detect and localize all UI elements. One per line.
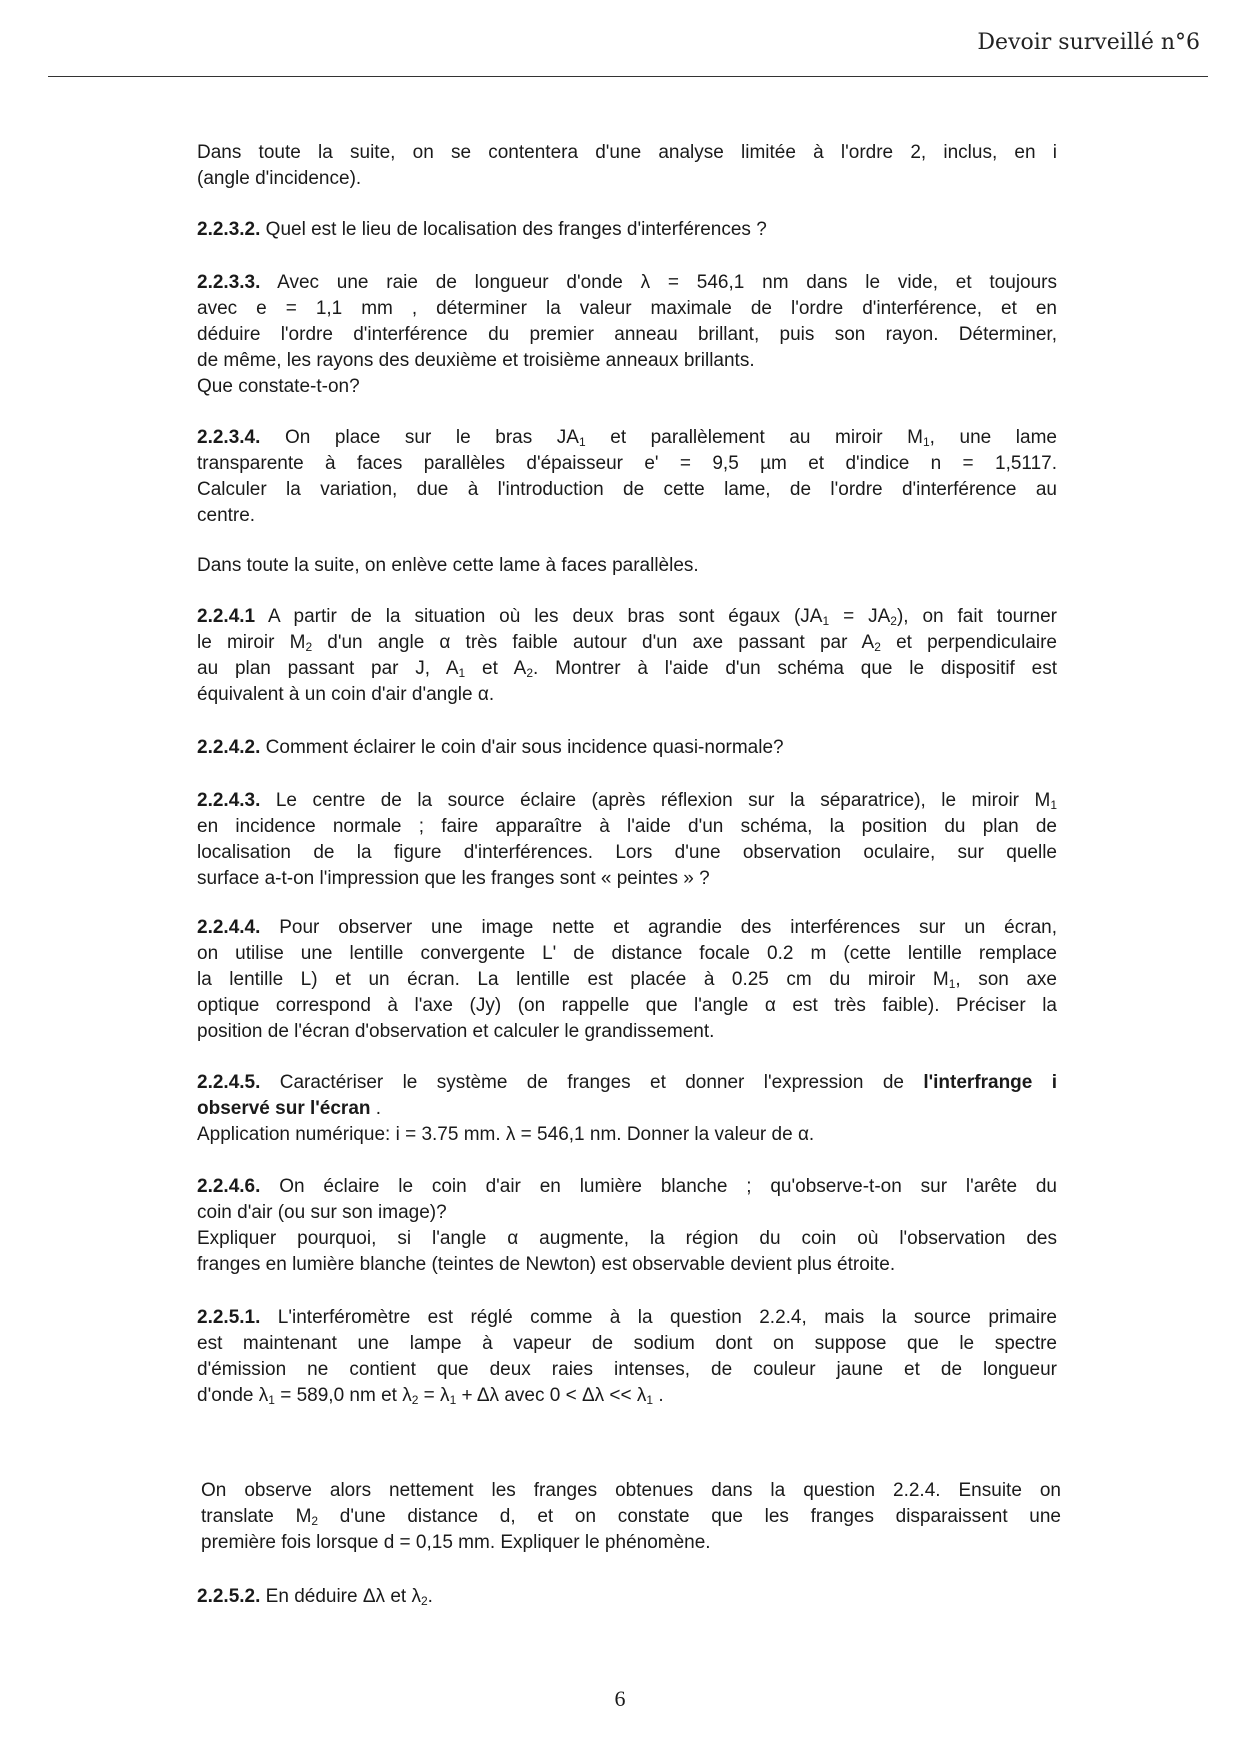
text-line (201, 1530, 1061, 1556)
bold-text: 2.2.5.2. (197, 1586, 261, 1607)
text-run: Que constate-t-on? (197, 376, 360, 397)
text-run: Application numérique: i = 3.75 mm. λ = 546,1 nm. Donner la valeur de α. (197, 1124, 815, 1145)
text-run: première fois lorsque d = 0,15 mm. Expliquer le phénomène. (201, 1532, 711, 1553)
text-line (197, 840, 1057, 866)
text-line (197, 604, 1057, 630)
bold-text: 2.2.4.2. (197, 737, 261, 758)
bold-text: 2.2.3.4. (197, 427, 261, 448)
text-line (197, 553, 1057, 579)
text-line (197, 1070, 1057, 1096)
text-run: et A (465, 658, 527, 679)
text-line (197, 993, 1057, 1019)
subscript: 2 (411, 1393, 419, 1407)
subscript: 1 (268, 1393, 275, 1407)
text-line (197, 1357, 1057, 1383)
text-run: transparente à faces parallèles d'épaisseur e' = 9,5 µm et d'indice n = 1,5117. (197, 453, 1057, 474)
text-run: Dans toute la suite, on se contentera d'une analyse limitée à l'ordre 2, inclus, en i (197, 142, 1057, 163)
text-run: = JA (829, 606, 891, 627)
paragraph-remove-plate (197, 553, 1057, 579)
text-run: , une lame (929, 427, 1057, 448)
text-run: Comment éclairer le coin d'air sous incidence quasi-normale? (260, 737, 784, 758)
text-run: Pour observer une image nette et agrandie des interférences sur un écran, (260, 917, 1057, 938)
text-run: On éclaire le coin d'air en lumière blanche ; qu'observe-t-on sur l'arête du (260, 1176, 1057, 1197)
subscript: 2 (305, 640, 313, 654)
text-line (197, 166, 1057, 192)
text-run: (angle d'incidence). (197, 168, 362, 189)
text-run: optique correspond à l'axe (Jy) (on rappelle que l'angle α est très faible). Préciser la (197, 995, 1057, 1016)
text-run: le miroir M (197, 632, 306, 653)
text-line (197, 322, 1057, 348)
text-line (197, 1584, 1057, 1610)
text-line (197, 296, 1057, 322)
subscript: 2 (420, 1594, 428, 1608)
subscript: 1 (578, 435, 586, 449)
bold-text: 2.2.4.5. (197, 1072, 261, 1093)
text-run: centre. (197, 505, 256, 526)
question-2-2-3-2 (197, 217, 1057, 243)
bold-text: observé sur l'écran (197, 1098, 371, 1119)
text-run: Dans toute la suite, on enlève cette lame à faces parallèles. (197, 555, 699, 576)
text-line (197, 1252, 1057, 1278)
text-run: L'interféromètre est réglé comme à la question 2.2.4, mais la source primaire (260, 1307, 1057, 1328)
text-run: d'onde λ (197, 1385, 269, 1406)
text-run: déduire l'ordre d'interférence du premier anneau brillant, puis son rayon. Déterminer, (197, 324, 1057, 345)
bold-text: 2.2.4.4. (197, 917, 261, 938)
text-run: et perpendiculaire (880, 632, 1058, 653)
text-line (197, 270, 1057, 296)
bold-text: 2.2.4.3. (197, 790, 261, 811)
text-line (197, 348, 1057, 374)
subscript: 1 (948, 977, 956, 991)
text-run: , son axe (955, 969, 1057, 990)
question-2-2-4-5 (197, 1070, 1057, 1148)
text-line (197, 630, 1057, 656)
text-run: localisation de la figure d'interférences. Lors d'une observation oculaire, sur quelle (197, 842, 1057, 863)
subscript: 1 (458, 666, 466, 680)
text-line (197, 915, 1057, 941)
paragraph-observation (201, 1478, 1061, 1556)
text-run: surface a-t-on l'impression que les franges sont « peintes » ? (197, 868, 710, 889)
text-run: Caractériser le système de franges et donner l'expression de (260, 1072, 924, 1093)
text-line (201, 1478, 1061, 1504)
subscript: 2 (526, 666, 533, 680)
text-line (197, 656, 1057, 682)
text-line (197, 451, 1057, 477)
text-run: équivalent à un coin d'air d'angle α. (197, 684, 495, 705)
text-run: . (370, 1098, 382, 1119)
page-number: 6 (614, 1686, 626, 1711)
text-line (201, 1504, 1061, 1530)
text-line (197, 941, 1057, 967)
text-run: Calculer la variation, due à l'introduction de cette lame, de l'ordre d'interférence au (197, 479, 1057, 500)
text-line (197, 374, 1057, 400)
text-line (197, 1096, 1057, 1122)
text-run: de même, les rayons des deuxième et troisième anneaux brillants. (197, 350, 755, 371)
text-line (197, 866, 1057, 892)
text-run: la lentille L) et un écran. La lentille est placée à 0.25 cm du miroir M (197, 969, 949, 990)
text-line (197, 1305, 1057, 1331)
text-run: Expliquer pourquoi, si l'angle α augmente, la région du coin où l'observation des (197, 1228, 1057, 1249)
text-line (197, 1122, 1057, 1148)
question-2-2-5-2 (197, 1584, 1057, 1610)
text-run: coin d'air (ou sur son image)? (197, 1202, 447, 1223)
text-run: position de l'écran d'observation et calculer le grandissement. (197, 1021, 715, 1042)
question-2-2-4-3 (197, 788, 1057, 892)
question-2-2-4-4 (197, 915, 1057, 1045)
subscript: 1 (646, 1393, 654, 1407)
text-run: = 589,0 nm et λ (274, 1385, 412, 1406)
text-run: + Δλ avec 0 < Δλ << λ (456, 1385, 647, 1406)
text-line (197, 140, 1057, 166)
text-run: et parallèlement au miroir M (585, 427, 923, 448)
page-header-title: Devoir surveillé n°6 (977, 30, 1200, 55)
text-line (197, 1019, 1057, 1045)
bold-text: l'interfrange i (923, 1072, 1057, 1093)
subscript: 1 (1050, 798, 1057, 812)
text-line (197, 1200, 1057, 1226)
bold-text: 2.2.4.6. (197, 1176, 261, 1197)
text-line (197, 217, 1057, 243)
text-line (197, 503, 1057, 529)
text-run: ), on fait tourner (896, 606, 1057, 627)
text-run: Le centre de la source éclaire (après réflexion sur la séparatrice), le miroir M (260, 790, 1051, 811)
subscript: 1 (449, 1393, 457, 1407)
text-line (197, 1174, 1057, 1200)
subscript: 1 (822, 614, 830, 628)
text-run: Quel est le lieu de localisation des franges d'interférences ? (260, 219, 767, 240)
text-run: translate M (201, 1506, 312, 1527)
text-line (197, 1383, 1057, 1409)
question-2-2-4-2 (197, 735, 1057, 761)
bold-text: 2.2.3.3. (197, 272, 261, 293)
header-rule (48, 76, 1208, 77)
question-2-2-3-3 (197, 270, 1057, 400)
text-line (197, 735, 1057, 761)
text-run: On observe alors nettement les franges obtenues dans la question 2.2.4. Ensuite on (201, 1480, 1061, 1501)
text-line (197, 967, 1057, 993)
question-2-2-5-1 (197, 1305, 1057, 1409)
text-run: avec e = 1,1 mm , déterminer la valeur maximale de l'ordre d'interférence, et en (197, 298, 1057, 319)
bold-text: 2.2.3.2. (197, 219, 261, 240)
text-run: franges en lumière blanche (teintes de Newton) est observable devient plus étroite. (197, 1254, 896, 1275)
text-line (197, 1331, 1057, 1357)
text-run: On place sur le bras JA (260, 427, 579, 448)
subscript: 2 (311, 1514, 319, 1528)
text-run: d'un angle α très faible autour d'un axe passant par A (312, 632, 875, 653)
text-line (197, 682, 1057, 708)
text-run: = λ (418, 1385, 450, 1406)
text-run: d'émission ne contient que deux raies intenses, de couleur jaune et de longueur (197, 1359, 1057, 1380)
subscript: 1 (922, 435, 930, 449)
text-line (197, 477, 1057, 503)
question-2-2-3-4 (197, 425, 1057, 529)
text-run: . (427, 1586, 433, 1607)
paragraph-intro (197, 140, 1057, 192)
text-run: on utilise une lentille convergente L' de distance focale 0.2 m (cette lentille remplace (197, 943, 1057, 964)
text-run: d'une distance d, et on constate que les franges disparaissent une (318, 1506, 1061, 1527)
bold-text: 2.2.5.1. (197, 1307, 261, 1328)
text-line (197, 1226, 1057, 1252)
question-2-2-4-6 (197, 1174, 1057, 1278)
subscript: 2 (890, 614, 897, 628)
bold-text: 2.2.4.1 (197, 606, 256, 627)
text-run: . (653, 1385, 664, 1406)
text-run: En déduire Δλ et λ (260, 1586, 421, 1607)
subscript: 2 (874, 640, 881, 654)
text-line (197, 814, 1057, 840)
text-line (197, 788, 1057, 814)
text-line (197, 425, 1057, 451)
text-run: Avec une raie de longueur d'onde λ = 546,1 nm dans le vide, et toujours (260, 272, 1057, 293)
text-run: . Montrer à l'aide d'un schéma que le dispositif est (533, 658, 1057, 679)
text-run: au plan passant par J, A (197, 658, 459, 679)
text-run: A partir de la situation où les deux bras sont égaux (JA (255, 606, 823, 627)
text-run: est maintenant une lampe à vapeur de sodium dont on suppose que le spectre (197, 1333, 1057, 1354)
question-2-2-4-1 (197, 604, 1057, 708)
text-run: en incidence normale ; faire apparaître à l'aide d'un schéma, la position du plan de (197, 816, 1057, 837)
